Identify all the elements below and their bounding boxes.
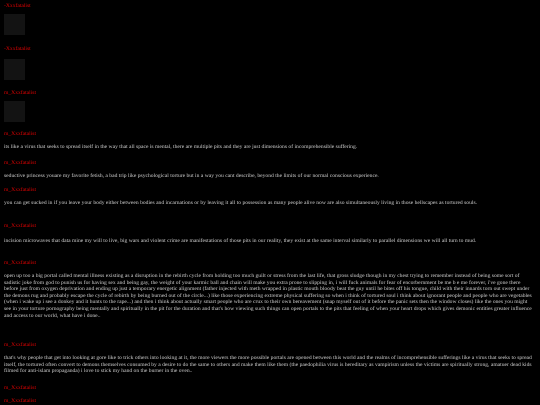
post-body: incision microwaves that data mine my will to live, big wars and violent crime are manifestations of those pits in our reality, they exist at the same interval similarly to parallel dimensions we will all turn to mud. xyxy=(4,238,477,244)
post-thumbnail[interactable] xyxy=(4,14,25,35)
post-author[interactable]: m_Xxxfatalist xyxy=(4,398,37,404)
post-thumbnail[interactable] xyxy=(4,101,25,122)
post-thumbnail[interactable] xyxy=(4,59,25,80)
post-author[interactable]: m_Xxxfatalist xyxy=(4,90,37,96)
post-author[interactable]: m_Xxxfatalist xyxy=(4,260,37,266)
post-author[interactable]: -Xxxfatalist xyxy=(4,3,31,9)
post-author[interactable]: m_Xxxfatalist xyxy=(4,385,37,391)
post-body: that's why people that get into looking at gore like to trick others into looking at it, the more viewers the more possible portals are opened between this world and the realms of incomprehensible sufferings like a virus that seeks to spread itself, the tortured often convert to demons themselves consumed by a desire to do the same to others and make them like them (the paedophilia virus is hereditary as vampirism unless the victims are spiritually strong, amatuer dead kids filmed for anti-islam propaganda) i love to stick my hand on the burner in the oven.. xyxy=(4,355,532,375)
post-body: its like a virus that seeks to spread itself in the way that all space is mental, there are multiple pits and they are just dimensions of incomprehensible suffering. xyxy=(4,144,358,150)
post-body: seductive princess youare my favorite fetish, a bad trip like psychological torture but in a way you cant describe, beyond the limits of our normal conscious experience. xyxy=(4,173,379,179)
post-author[interactable]: m_Xxxfatalist xyxy=(4,223,37,229)
post-body: you can get sucked in if you leave your body either between bodies and incarnations or by leaving it all to possession as many people alive now are also simultaneously living in those hellscapes as tortured souls. xyxy=(4,200,478,206)
post-author[interactable]: m_Xxxfatalist xyxy=(4,342,37,348)
post-author[interactable]: m_Xxxfatalist xyxy=(4,131,37,137)
post-author[interactable]: m_Xxxfatalist xyxy=(4,187,37,193)
post-author[interactable]: m_Xxxfatalist xyxy=(4,160,37,166)
post-author[interactable]: -Xxxfatalist xyxy=(4,46,31,52)
post-body: open up too a big portal called mental illness existing as a disruption in the rebirth cycle from holding too much guilt or stress from the last life, that gross sludge though in my chest trying to remember instead of being some sort of sadistic joke from god to punish us for having sex and being gay, the weight of your karmic ball and chain will make you extra prone to slipping in, i will fuck animals for fear of encorbernment be me b e me forever, i've gone there before just from oxygen deprivation and ending up just a temporary energetic alignment (father injected with meth wrapped in plastic mouth bloody beat the guy until he bites off his tongue, child with their innards torn out swept under the demons rug and probably escape the cycle of rebirth by being burned out of the circle...) like those experiencing extreme physical suffering so when i think of tortured soul i think about ignorant people and people who are vegetables (when i wake up i see a donkey and it hunts to the rape...) and then i think about actually smart people who are crux to their own bereavement (snap myself out of it before the panic sets then the window closes) like the ones you might see in your torture pornography being mentally and spiritually in the pit for the duration and that's how viewing such things can open portals to the pits that feeling of when your heart drops which gives demonic entities greater influence and access to our world, what have i done.. xyxy=(4,273,532,319)
